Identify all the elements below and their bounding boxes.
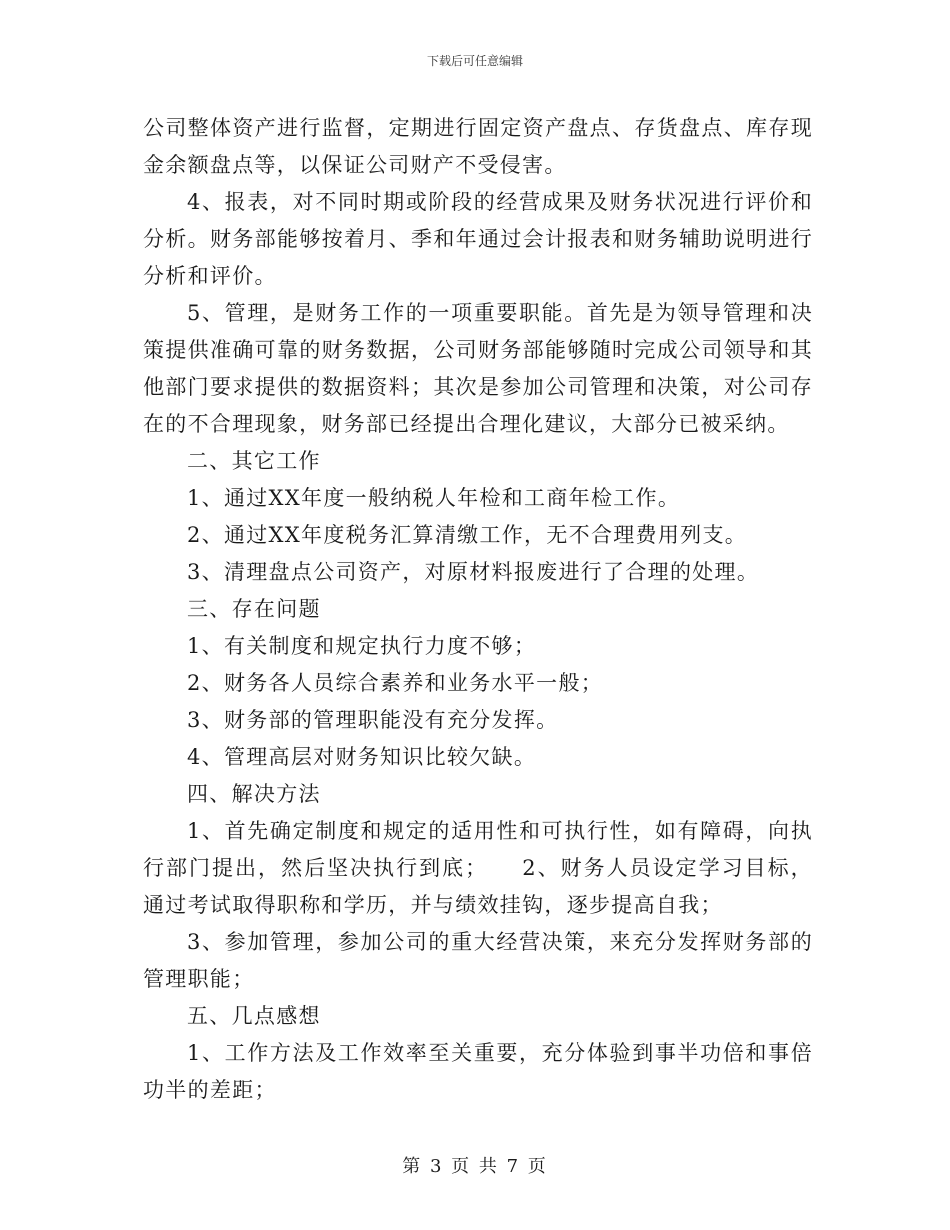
- list-item: 3、参加管理，参加公司的重大经营决策，来充分发挥财务部的管理职能；: [143, 930, 813, 991]
- list-item: 1、首先确定制度和规定的适用性和可执行性，如有障碍，向执行部门提出，然后坚决执行到底； 2、财务人员设定学习目标，通过考试取得职称和学历，并与绩效挂钩，逐步提高自我；: [143, 819, 813, 917]
- list-item: 1、通过XX年度一般纳税人年检和工商年检工作。: [187, 486, 681, 510]
- list-item: 2、通过XX年度税务汇算清缴工作，无不合理费用列支。: [187, 523, 748, 547]
- section-heading: 四、解决方法: [187, 782, 321, 806]
- list-item: 3、财务部的管理职能没有充分发挥。: [187, 708, 559, 732]
- paragraph: 5、管理，是财务工作的一项重要职能。首先是为领导管理和决策提供准确可靠的财务数据，公司财务部能够随时完成公司领导和其他部门要求提供的数据资料；其次是参加公司管理和决策，对公司存在的不合理现象，财务部已经提出合理化建议，大部分已被采纳。: [143, 301, 813, 436]
- paragraph: 公司整体资产进行监督，定期进行固定资产盘点、存货盘点、库存现金余额盘点等，以保证公司财产不受侵害。: [143, 116, 813, 177]
- page-number: 第 3 页 共 7 页: [402, 1156, 548, 1177]
- paragraph: 4、报表，对不同时期或阶段的经营成果及财务状况进行评价和分析。财务部能够按着月、季和年通过会计报表和财务辅助说明进行分析和评价。: [143, 190, 813, 288]
- list-item: 1、工作方法及工作效率至关重要，充分体验到事半功倍和事倍功半的差距；: [143, 1041, 813, 1102]
- list-item: 2、财务各人员综合素养和业务水平一般；: [187, 671, 604, 695]
- list-item: 4、管理高层对财务知识比较欠缺。: [187, 745, 537, 769]
- list-item: 1、有关制度和规定执行力度不够；: [187, 634, 537, 658]
- section-heading: 三、存在问题: [187, 597, 321, 621]
- section-heading: 二、其它工作: [187, 449, 321, 473]
- header-note: 下载后可任意编辑: [426, 54, 523, 68]
- list-item: 3、清理盘点公司资产，对原材料报废进行了合理的处理。: [187, 560, 760, 584]
- section-heading: 五、几点感想: [187, 1004, 321, 1028]
- document-body: [143, 110, 813, 1109]
